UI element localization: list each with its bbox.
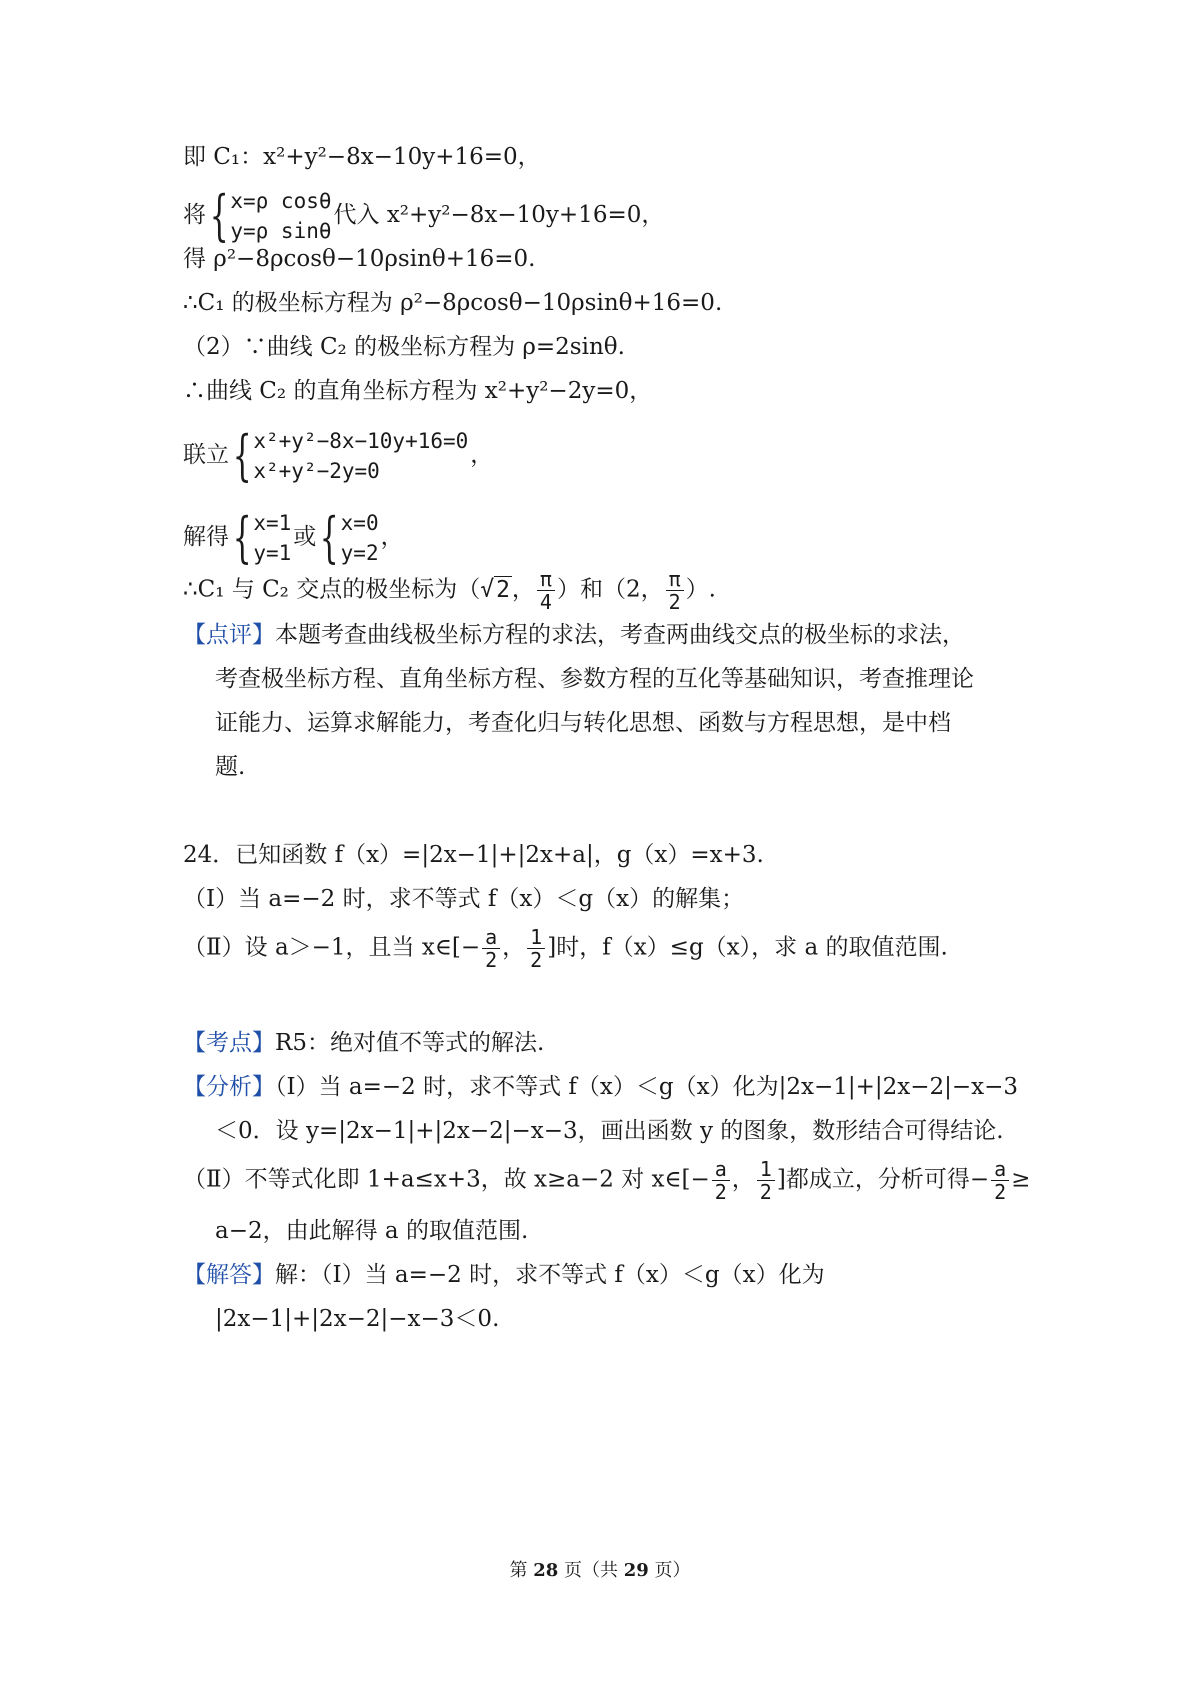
text-segment: R5：绝对值不等式的解法.	[275, 1030, 545, 1056]
fraction	[482, 926, 500, 971]
substitution-line	[183, 186, 664, 246]
numerator: 1	[757, 1158, 775, 1181]
text-segment: ）.	[685, 576, 716, 603]
text-segment: （Ⅰ）当 a=−2 时，求不等式 f（x）＜g（x）化为|2x−1|+|2x−2|−x−3	[275, 1074, 1019, 1100]
text-segment: 本题考查曲线极坐标方程的求法，考查两曲线交点的极坐标的求法，	[275, 622, 965, 648]
solution-line	[183, 508, 404, 568]
text-segment: 或	[293, 524, 317, 550]
comment-label: 【点评】	[183, 622, 275, 648]
text-segment: （Ⅱ）不等式化即 1+a≤x+3，故 x≥a−2 对 x∈[−	[183, 1166, 710, 1193]
text-line: 得 ρ²−8ρcosθ−10ρsinθ+16=0.	[183, 246, 536, 272]
page-footer	[0, 1556, 1200, 1582]
question-stem: 24．已知函数 f（x）=|2x−1|+|2x+a|，g（x）=x+3.	[183, 842, 764, 868]
footer-text: 页（共	[558, 1560, 624, 1581]
text-segment: ]时，f（x）≤g（x），求 a 的取值范围.	[547, 934, 948, 961]
fraction	[666, 568, 684, 613]
numerator: 1	[527, 926, 545, 949]
denominator: 2	[994, 1180, 1007, 1204]
system-row: x²+y²−8x−10y+16=0	[253, 429, 469, 453]
sqrt-expression: √2	[480, 576, 510, 603]
intersection-line	[183, 568, 716, 613]
kaodian-line	[183, 1028, 544, 1058]
denominator: 2	[668, 590, 681, 614]
numerator: π	[666, 568, 684, 591]
numerator: a	[712, 1158, 730, 1181]
text-segment: 联立	[183, 442, 229, 468]
text-segment: ）和（2，	[556, 576, 664, 603]
fenxi-label: 【分析】	[183, 1074, 275, 1100]
footer-text: 页）	[648, 1560, 691, 1581]
text-segment: 解：（Ⅰ）当 a=−2 时，求不等式 f（x）＜g（x）化为	[275, 1262, 825, 1288]
question-part-2	[183, 926, 948, 971]
text-line: 证能力、运算求解能力，考查化归与转化思想、函数与方程思想，是中档	[215, 710, 951, 736]
fraction	[757, 1158, 775, 1203]
kaodian-label: 【考点】	[183, 1030, 275, 1056]
footer-text: 第	[509, 1560, 534, 1581]
numerator: a	[991, 1158, 1009, 1181]
text-segment: ，	[502, 934, 526, 961]
system-row: x=ρ cosθ	[230, 189, 332, 213]
fraction	[537, 568, 555, 613]
denominator: 2	[759, 1180, 772, 1204]
denominator: 2	[714, 1180, 727, 1204]
system-row: x=1	[253, 511, 292, 535]
denominator: 4	[539, 590, 552, 614]
denominator: 2	[485, 948, 498, 972]
comment-line	[183, 620, 965, 650]
system-row: y=ρ sinθ	[230, 219, 332, 243]
system-row: y=1	[253, 541, 292, 565]
numerator: a	[482, 926, 500, 949]
equation-system: { x=ρ cosθ y=ρ sinθ	[209, 184, 332, 247]
text-line: ∴曲线 C₂ 的直角坐标方程为 x²+y²−2y=0，	[183, 378, 653, 404]
fenxi-part-2-line	[183, 1158, 1030, 1203]
text-line: 题.	[215, 754, 246, 780]
denominator: 2	[530, 948, 543, 972]
fraction	[991, 1158, 1009, 1203]
text-line: （2）∵曲线 C₂ 的极坐标方程为 ρ=2sinθ.	[183, 334, 625, 360]
text-segment: ∴C₁ 与 C₂ 交点的极坐标为（	[183, 576, 481, 603]
system-row: x=0	[340, 511, 379, 535]
text-line: 即 C₁：x²+y²−8x−10y+16=0，	[183, 144, 541, 170]
text-segment: 将	[183, 202, 206, 228]
system-row: y=2	[340, 541, 379, 565]
simultaneous-line	[183, 426, 493, 486]
text-segment: ≥	[1011, 1166, 1031, 1193]
text-segment: （Ⅱ）设 a＞−1，且当 x∈[−	[183, 934, 481, 961]
text-segment: ，	[731, 1166, 755, 1193]
equation-system: { x=0 y=2	[320, 506, 379, 569]
fenxi-line	[183, 1072, 1018, 1102]
text-line: ＜0．设 y=|2x−1|+|2x−2|−x−3，画出函数 y 的图象，数形结合可得结论.	[215, 1118, 1004, 1144]
text-segment: ，	[380, 524, 404, 550]
text-line: 考查极坐标方程、直角坐标方程、参数方程的互化等基础知识，考查推理论	[215, 666, 974, 692]
text-segment: ，	[470, 442, 494, 468]
text-segment: 解得	[183, 524, 229, 550]
fraction	[527, 926, 545, 971]
text-segment: ，	[511, 576, 535, 603]
system-row: x²+y²−2y=0	[253, 459, 380, 483]
fraction	[712, 1158, 730, 1203]
text-segment: ]都成立，分析可得−	[776, 1166, 990, 1193]
text-line: |2x−1|+|2x−2|−x−3＜0.	[215, 1306, 500, 1332]
numerator: π	[537, 568, 555, 591]
jieda-label: 【解答】	[183, 1262, 275, 1288]
text-segment: 代入 x²+y²−8x−10y+16=0，	[333, 202, 665, 228]
text-line: ∴C₁ 的极坐标方程为 ρ²−8ρcosθ−10ρsinθ+16=0.	[183, 290, 723, 316]
jieda-line	[183, 1260, 825, 1290]
equation-system: { x=1 y=1	[232, 506, 292, 569]
page-number: 28	[533, 1560, 559, 1581]
total-pages: 29	[623, 1560, 649, 1581]
radicand: 2	[496, 576, 510, 603]
question-part-1: （Ⅰ）当 a=−2 时，求不等式 f（x）＜g（x）的解集；	[183, 886, 745, 912]
text-line: a−2，由此解得 a 的取值范围.	[215, 1218, 529, 1244]
equation-system: { x²+y²−8x−10y+16=0 x²+y²−2y=0	[232, 424, 469, 487]
